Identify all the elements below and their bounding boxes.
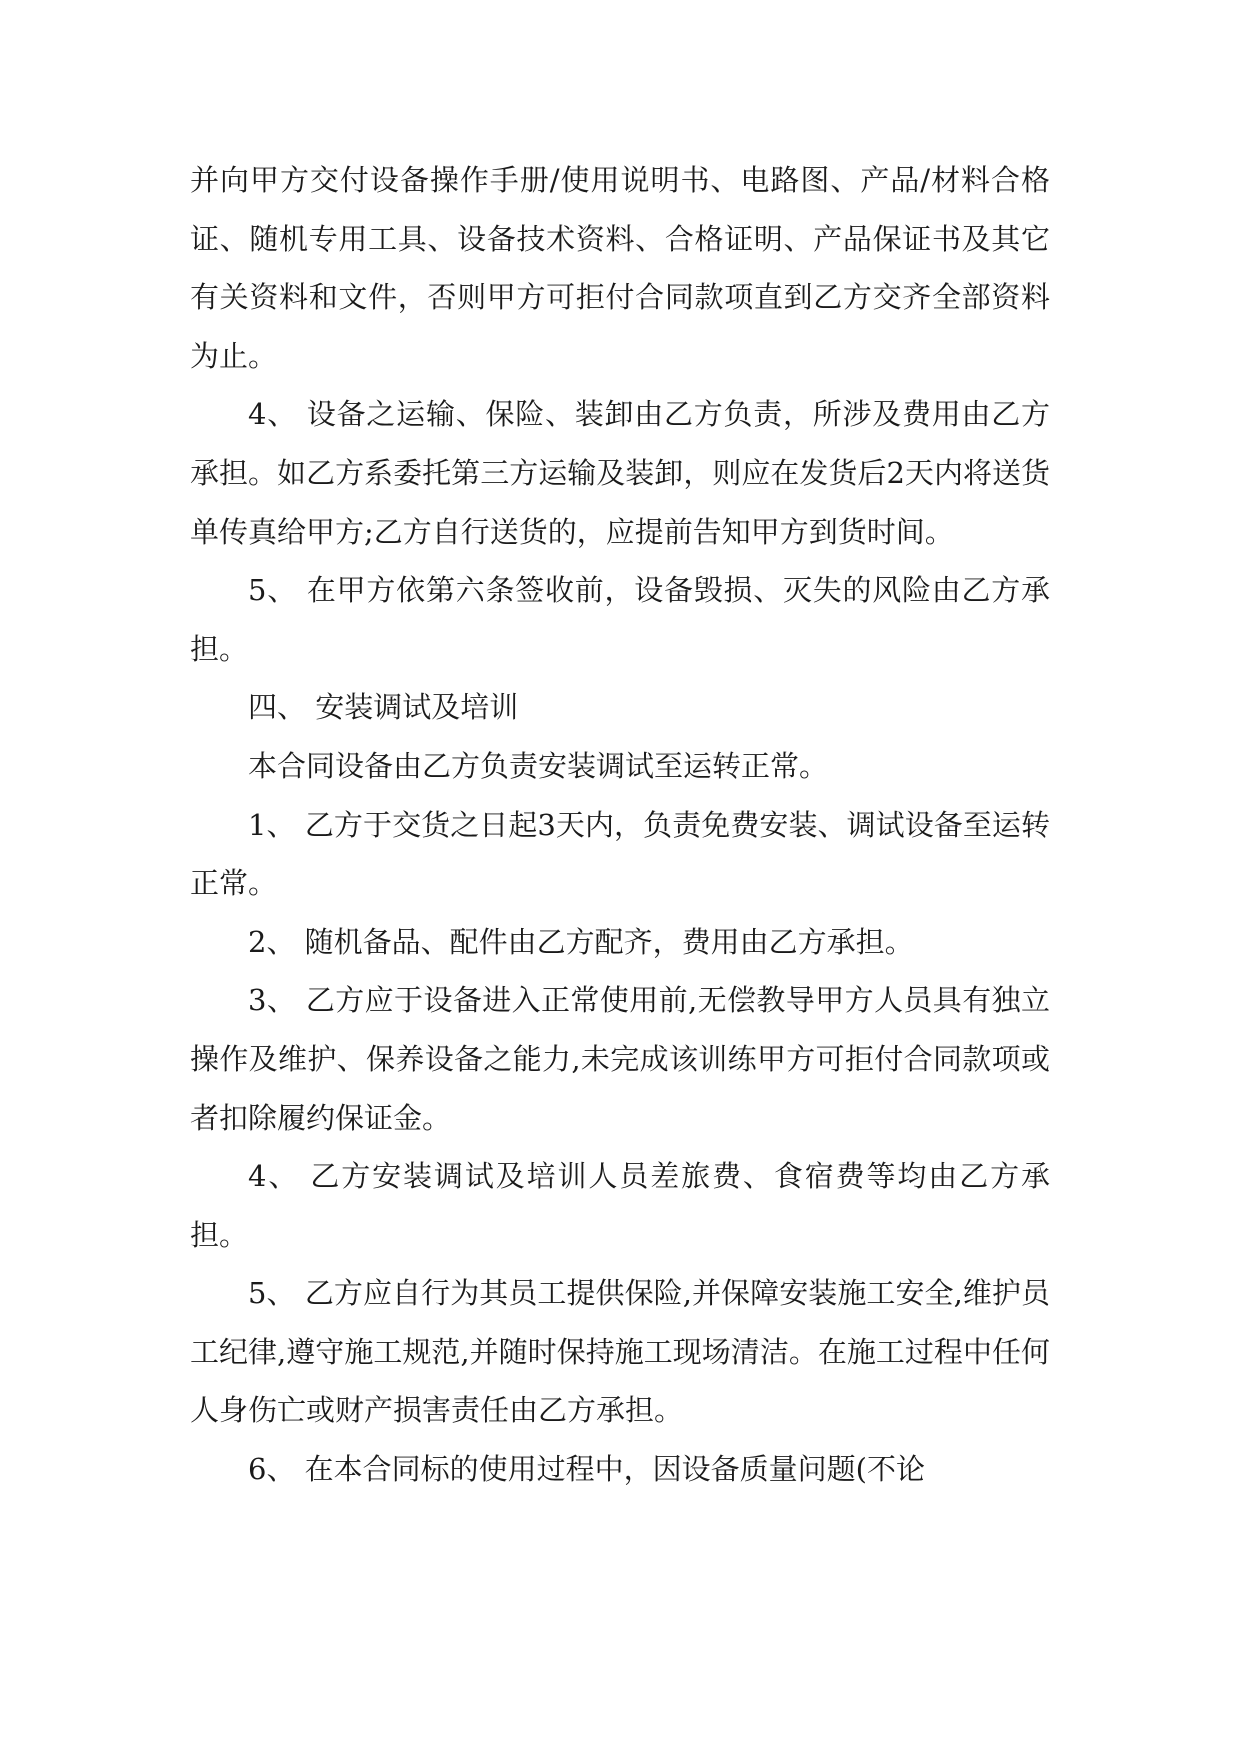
document-page	[190, 151, 1050, 1499]
paragraph-clause-travel-costs: 4、 乙方安装调试及培训人员差旅费、食宿费等均由乙方承担。	[190, 1159, 1050, 1252]
paragraph-clause-training: 3、 乙方应于设备进入正常使用前,无偿教导甲方人员具有独立操作及维护、保养设备之能力,未完成该训练甲方可拒付合同款项或者扣除履约保证金。	[190, 983, 1050, 1135]
paragraph-clause-quality: 6、 在本合同标的使用过程中，因设备质量问题(不论	[248, 1452, 925, 1487]
paragraph-installation-intro: 本合同设备由乙方负责安装调试至运转正常。	[248, 748, 829, 783]
paragraph-delivery-documents: 并向甲方交付设备操作手册/使用说明书、电路图、产品/材料合格证、随机专用工具、设备技术资料、合格证明、产品保证书及其它有关资料和文件，否则甲方可拒付合同款项直到乙方交齐全部资料为止。	[190, 163, 1050, 373]
paragraph-clause-transport: 4、 设备之运输、保险、装卸由乙方负责，所涉及费用由乙方承担。如乙方系委托第三方运输及装卸，则应在发货后2天内将送货单传真给甲方;乙方自行送货的，应提前告知甲方到货时间。	[190, 397, 1050, 549]
paragraph-clause-risk: 5、 在甲方依第六条签收前，设备毁损、灭失的风险由乙方承担。	[190, 573, 1050, 666]
paragraph-clause-install-time: 1、 乙方于交货之日起3天内，负责免费安装、调试设备至运转正常。	[190, 807, 1050, 901]
paragraph-clause-safety: 5、 乙方应自行为其员工提供保险,并保障安装施工安全,维护员工纪律,遵守施工规范,并随时保持施工现场清洁。在施工过程中任何人身伤亡或财产损害责任由乙方承担。	[190, 1276, 1050, 1428]
paragraph-clause-spare-parts: 2、 随机备品、配件由乙方配齐，费用由乙方承担。	[248, 924, 914, 959]
section-heading-installation: 四、 安装调试及培训	[248, 690, 519, 725]
